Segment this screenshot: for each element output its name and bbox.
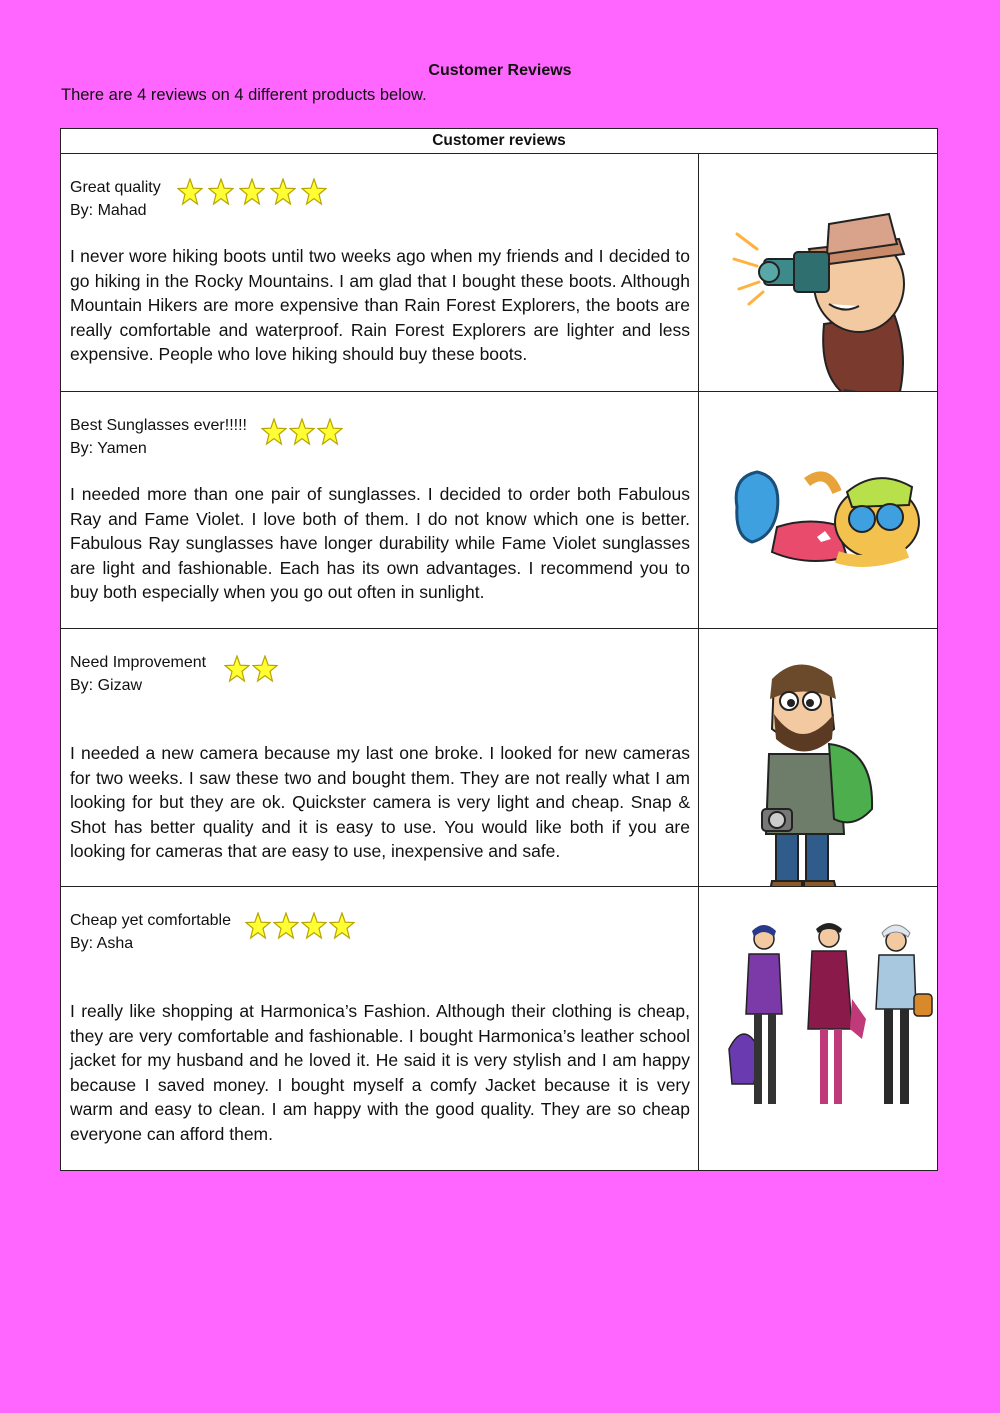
fashion-women-illustration xyxy=(724,919,934,1139)
star-icon xyxy=(239,178,265,206)
review-text-cell xyxy=(61,154,699,391)
review-body: I needed a new camera because my last one broke. I looked for new cameras for two weeks. I saw these two and bought them. They are not really what I am looking for but they are ok. Quickster camera is very light and cheap. Snap & Shot has better quality and it is easy to use. You would like both if you are looking for cameras that are easy to use, inexpensive and safe. xyxy=(70,743,690,862)
page-title: Customer Reviews xyxy=(428,62,572,79)
star-icon xyxy=(301,912,327,940)
star-icon xyxy=(177,178,203,206)
review-text-cell xyxy=(61,392,699,628)
review-image-cell xyxy=(699,629,937,886)
review-title: Need Improvement xyxy=(70,654,207,671)
review-row xyxy=(61,629,937,887)
review-row xyxy=(61,887,937,1170)
star-icon xyxy=(317,418,343,446)
star-rating xyxy=(245,912,355,940)
intro-text: There are 4 reviews on 4 different products below. xyxy=(61,86,427,104)
star-icon xyxy=(270,178,296,206)
star-icon xyxy=(252,655,278,683)
star-icon xyxy=(224,655,250,683)
review-author: By: Yamen xyxy=(70,440,147,457)
review-author: By: Gizaw xyxy=(70,677,143,694)
review-image-cell xyxy=(699,887,937,1170)
star-rating xyxy=(177,178,327,206)
review-text-cell xyxy=(61,629,699,886)
review-author: By: Asha xyxy=(70,935,134,952)
review-author: By: Mahad xyxy=(70,202,147,219)
review-body: I really like shopping at Harmonica’s Fashion. Although their clothing is cheap, they are very comfortable and fashionable. I bought Harmonica’s leather school jacket for my husband and he loved it. He said it is very stylish and I am happy because I saved money. I bought myself a comfy Jacket because it is very warm and easy to clean. I am happy with the good quality. They are so cheap everyone can afford them. xyxy=(70,1001,690,1144)
backpacker-illustration xyxy=(744,659,884,886)
review-text-cell xyxy=(61,887,699,1170)
review-title: Best Sunglasses ever!!!!! xyxy=(70,417,247,434)
sunbather-illustration xyxy=(727,447,927,587)
review-row xyxy=(61,154,937,392)
star-icon xyxy=(208,178,234,206)
review-title: Great quality xyxy=(70,179,161,196)
review-body: I needed more than one pair of sunglasses. I decided to order both Fabulous Ray and Fame Violet. I love both of them. I do not know which one is better. Fabulous Ray sunglasses have longer durability while Fame Violet sunglasses are light and fashionable. Each has its own advantages. I recommend you to buy both especially when you go out often in sunlight. xyxy=(70,484,690,603)
photographer-illustration xyxy=(729,204,929,391)
star-icon xyxy=(273,912,299,940)
review-image-cell xyxy=(699,392,937,628)
reviews-table xyxy=(60,128,938,1171)
review-image-cell xyxy=(699,154,937,391)
review-row xyxy=(61,392,937,629)
star-rating xyxy=(224,655,278,683)
star-icon xyxy=(289,418,315,446)
star-icon xyxy=(301,178,327,206)
review-title: Cheap yet comfortable xyxy=(70,912,231,929)
star-icon xyxy=(245,912,271,940)
star-icon xyxy=(261,418,287,446)
star-rating xyxy=(261,418,343,446)
review-body: I never wore hiking boots until two weeks ago when my friends and I decided to go hiking in the Rocky Mountains. I am glad that I bought these boots. Although Mountain Hikers are more expensive than Rain Forest Explorers, the boots are really comfortable and waterproof. Rain Forest Explorers are lighter and less expensive. People who love hiking should buy these boots. xyxy=(70,246,690,365)
table-header: Customer reviews xyxy=(61,129,937,154)
star-icon xyxy=(329,912,355,940)
